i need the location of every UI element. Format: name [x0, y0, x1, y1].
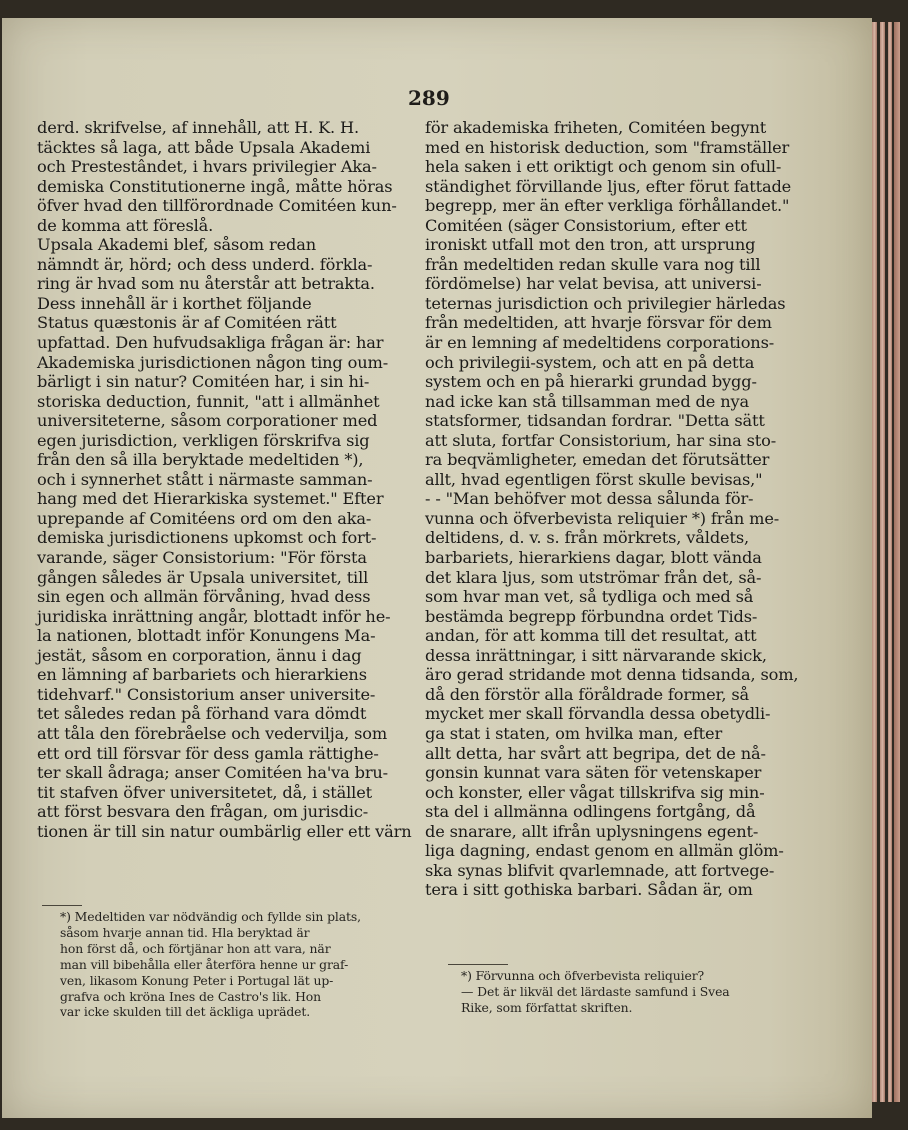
- text-line: ett ord till försvar för dess gamla rättighe-: [37, 743, 379, 763]
- text-line: öfver hvad den tillförordnade Comitéen kun-: [37, 196, 397, 216]
- right-footnote: [461, 968, 821, 1016]
- text-line: hela saken i ett oriktigt och genom sin ofull-: [425, 157, 782, 177]
- text-line: och privilegii-system, och att en på detta: [425, 352, 755, 372]
- text-line: från medeltiden, att hvarje försvar för dem: [425, 313, 772, 333]
- text-line: nämndt är, hörd; och dess underd. förkla-: [37, 254, 373, 274]
- page-number: 289: [408, 86, 450, 110]
- footnote-rule: [448, 964, 508, 965]
- text-line: begrepp, mer än efter verkliga förhållandet.": [425, 196, 790, 216]
- text-line: hang med det Hierarkiska systemet." Efter: [37, 489, 384, 509]
- text-line: då den förstör alla föråldrade former, så: [425, 684, 749, 704]
- text-line: Dess innehåll är i korthet följande: [37, 293, 312, 313]
- text-line: Comitéen (säger Consistorium, efter ett: [425, 215, 747, 235]
- footnote-rule: [42, 905, 82, 906]
- text-line: uprepande af Comitéens ord om den aka-: [37, 508, 372, 528]
- text-line: dessa inrättningar, i sitt närvarande skick,: [425, 645, 767, 665]
- text-line: bärligt i sin natur? Comitéen har, i sin hi-: [37, 372, 370, 392]
- text-line: att sluta, fortfar Consistorium, har sina sto-: [425, 430, 777, 450]
- text-line: tera i sitt gothiska barbari. Sådan är, om: [425, 880, 753, 900]
- right-text-column: [425, 118, 817, 900]
- text-line: att tåla den förebråelse och vedervilja, som: [37, 723, 388, 743]
- text-line: andan, för att komma till det resultat, att: [425, 626, 757, 646]
- text-line: att först besvara den frågan, om jurisdic-: [37, 802, 369, 822]
- text-line: demiska jurisdictionens upkomst och fort-: [37, 528, 377, 548]
- text-line: upfattad. Den hufvudsakliga frågan är: har: [37, 333, 384, 353]
- text-line: ska synas blifvit qvarlemnade, att fortvege-: [425, 860, 775, 880]
- text-line: varande, säger Consistorium: "För första: [37, 548, 367, 568]
- text-line: och i synnerhet stått i närmaste samman-: [37, 469, 373, 489]
- footnote-line: *) Medeltiden var nödvändig och fyllde sin plats,: [60, 909, 362, 924]
- text-line: de komma att föreslå.: [37, 215, 214, 235]
- text-line: Status quæstonis är af Comitéen rätt: [37, 313, 337, 333]
- text-line: är en lemning af medeltidens corporations-: [425, 333, 775, 353]
- footnote-line: var icke skulden till det äckliga uprädet.: [60, 1004, 311, 1020]
- text-line: och Prestestândet, i hvars privilegier Aka-: [37, 157, 377, 177]
- text-line: en lämning af barbariets och hierarkiens: [37, 665, 367, 685]
- left-text-column: [37, 118, 431, 841]
- text-line: som hvar man vet, så tydliga och med så: [425, 587, 754, 607]
- text-line: vunna och öfverbevista reliquier *) från me-: [425, 508, 780, 528]
- text-line: barbariets, hierarkiens dagar, blott vända: [425, 548, 762, 568]
- footnote-line: ven, likasom Konung Peter i Portugal lät up-: [60, 972, 334, 988]
- text-line: storiska deduction, funnit, "att i allmänhet: [37, 391, 380, 411]
- text-line: la nationen, blottadt inför Konungens Ma-: [37, 626, 376, 646]
- text-line: - - "Man behöfver mot dessa sålunda för-: [425, 489, 754, 509]
- text-line: tit stafven öfver universitetet, då, i stället: [37, 782, 372, 802]
- text-line: allt, hvad egentligen först skulle bevisas,": [425, 469, 763, 489]
- text-line: ra beqvämligheter, emedan det förutsätter: [425, 450, 770, 470]
- text-line: derd. skrifvelse, af innehåll, att H. K. H.: [37, 118, 359, 137]
- text-line: demiska Constitutionerne ingå, måtte höras: [37, 176, 393, 196]
- text-line: egen jurisdiction, verkligen förskrifva sig: [37, 430, 370, 450]
- text-line: från medeltiden redan skulle vara nog till: [425, 254, 761, 274]
- text-line: tionen är till sin natur oumbärlig eller ett värn: [37, 821, 412, 841]
- page-edge: [880, 22, 885, 1102]
- text-line: och konster, eller vågat tillskrifva sig min-: [425, 782, 765, 802]
- text-line: Upsala Akademi blef, såsom redan: [37, 235, 316, 255]
- text-line: gången således är Upsala universitet, till: [37, 567, 369, 587]
- text-line: sin egen och allmän förvåning, hvad dess: [37, 587, 371, 607]
- footnote-line: grafva och kröna Ines de Castro's lik. Hon: [60, 988, 322, 1004]
- text-line: juridiska inrättning angår, blottadt inför he-: [37, 606, 391, 626]
- footnote-line: hon först då, och förtjänar hon att vara, när: [60, 940, 331, 956]
- text-line: ironiskt utfall mot den tron, att ursprung: [425, 235, 756, 255]
- text-line: täcktes så laga, att både Upsala Akademi: [37, 137, 371, 157]
- text-line: fördömelse) har velat bevisa, att universi-: [425, 274, 762, 294]
- page-edge: [872, 22, 877, 1102]
- text-line: ring är hvad som nu återstår att betrakta.: [37, 274, 375, 294]
- text-line: det klara ljus, som utströmar från det, så-: [425, 567, 762, 587]
- text-line: ter skall ådraga; anser Comitéen ha'va bru-: [37, 763, 389, 783]
- footnote-line: såsom hvarje annan tid. Hla beryktad är: [60, 924, 310, 940]
- text-line: statsformer, tidsandan fordrar. "Detta sätt: [425, 411, 765, 431]
- page-edge: [894, 22, 900, 1102]
- text-line: sta del i allmänna odlingens fortgång, då: [425, 802, 756, 822]
- text-line: med en historisk deduction, som "framställer: [425, 137, 790, 157]
- text-line: de snarare, allt ifrån uplysningens egent-: [425, 821, 759, 841]
- text-line: tidehvarf." Consistorium anser universite-: [37, 684, 376, 704]
- text-line: mycket mer skall förvandla dessa obetydli-: [425, 704, 771, 724]
- text-line: gonsin kunnat vara säten för vetenskaper: [425, 763, 762, 783]
- text-line: ständighet förvillande ljus, efter förut fattade: [425, 176, 792, 196]
- text-line: äro gerad stridande mot denna tidsanda, som,: [425, 665, 799, 685]
- text-line: Akademiska jurisdictionen någon ting oum-: [37, 352, 389, 372]
- footnote-line: Rike, som författat skriften.: [461, 999, 633, 1015]
- text-line: deltidens, d. v. s. från mörkrets, våldets,: [425, 528, 749, 548]
- text-line: ga stat i staten, om hvilka man, efter: [425, 723, 723, 743]
- text-line: från den så illa beryktade medeltiden *),: [37, 450, 364, 470]
- text-line: för akademiska friheten, Comitéen begynt: [425, 118, 767, 137]
- text-line: liga dagning, endast genom en allmän glöm-: [425, 841, 784, 861]
- footnote-line: *) Förvunna och öfverbevista reliquier?: [461, 968, 705, 983]
- text-line: allt detta, har svårt att begripa, det de nå-: [425, 743, 766, 763]
- page-edge: [888, 22, 892, 1102]
- text-line: bestämda begrepp förbundna ordet Tids-: [425, 606, 758, 626]
- footnote-line: man vill bibehålla eller återföra henne ur graf-: [60, 956, 349, 972]
- text-line: system och en på hierarki grundad bygg-: [425, 372, 757, 392]
- text-line: jestät, såsom en corporation, ännu i dag: [37, 645, 362, 665]
- text-line: teternas jurisdiction och privilegier härledas: [425, 293, 786, 313]
- text-line: nad icke kan stå tillsamman med de nya: [425, 391, 749, 411]
- left-footnote: [60, 909, 430, 1020]
- text-line: tet således redan på förhand vara dömdt: [37, 704, 367, 724]
- text-line: universiteterne, såsom corporationer med: [37, 411, 378, 431]
- footnote-line: — Det är likväl det lärdaste samfund i Svea: [461, 983, 730, 999]
